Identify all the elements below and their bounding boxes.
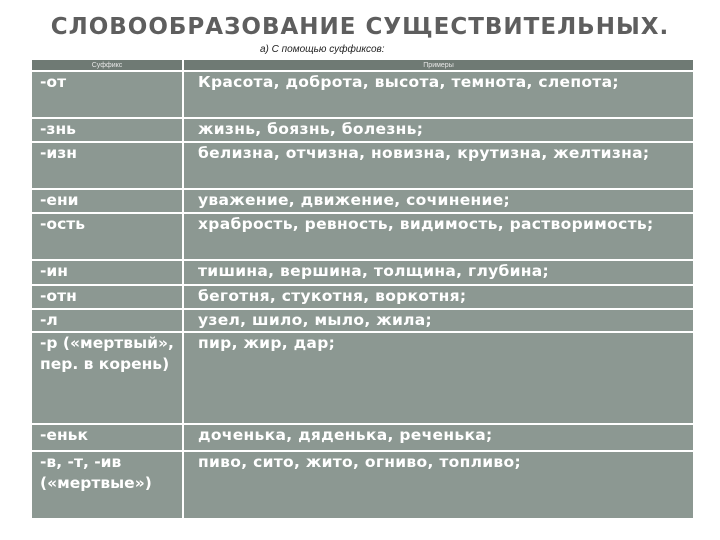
examples-cell bbox=[183, 142, 694, 189]
examples-cell bbox=[183, 332, 694, 424]
page-subtitle: а) С помощью суффиксов: bbox=[260, 44, 385, 55]
suffix-cell: -отн bbox=[31, 285, 183, 309]
table-row bbox=[31, 424, 694, 451]
suffix-cell: -изн bbox=[31, 142, 183, 189]
table-row bbox=[31, 285, 694, 309]
suffix-cell: -р («мертвый», пер. в корень) bbox=[31, 332, 183, 424]
examples-cell bbox=[183, 71, 694, 118]
examples-cell bbox=[183, 260, 694, 285]
suffix-cell: -в, -т, -ив («мертвые») bbox=[31, 451, 183, 519]
examples-text: тишина, вершина, толщина, глубина; bbox=[198, 262, 550, 280]
header-suffix: Суффикс bbox=[31, 59, 183, 71]
table-row bbox=[31, 142, 694, 189]
suffix-cell: -ость bbox=[31, 213, 183, 260]
examples-text: пиво, сито, жито, огниво, топливо; bbox=[198, 453, 521, 471]
header-examples: Примеры bbox=[183, 59, 694, 71]
examples-text: храбрость, ревность, видимость, растворимость; bbox=[198, 215, 654, 233]
suffix-table bbox=[30, 58, 695, 520]
examples-text: уважение, движение, сочинение; bbox=[198, 191, 511, 209]
table-row bbox=[31, 213, 694, 260]
table-row bbox=[31, 118, 694, 142]
examples-text: пир, жир, дар; bbox=[198, 334, 336, 352]
suffix-cell: -еньк bbox=[31, 424, 183, 451]
examples-text: доченька, дяденька, реченька; bbox=[198, 426, 493, 444]
suffix-cell: -от bbox=[31, 71, 183, 118]
table-row bbox=[31, 309, 694, 332]
examples-cell bbox=[183, 189, 694, 213]
table-row bbox=[31, 260, 694, 285]
table-row bbox=[31, 332, 694, 424]
examples-text: узел, шило, мыло, жила; bbox=[198, 311, 433, 329]
table-row bbox=[31, 71, 694, 118]
examples-text: Красота, доброта, высота, темнота, слепота; bbox=[198, 73, 619, 91]
table-header-row bbox=[31, 59, 694, 71]
suffix-cell: -ин bbox=[31, 260, 183, 285]
suffix-cell: -ени bbox=[31, 189, 183, 213]
examples-text: беготня, стукотня, воркотня; bbox=[198, 287, 467, 305]
examples-cell bbox=[183, 424, 694, 451]
suffix-cell: -л bbox=[31, 309, 183, 332]
table-row bbox=[31, 189, 694, 213]
examples-cell bbox=[183, 213, 694, 260]
examples-text: жизнь, боязнь, болезнь; bbox=[198, 120, 424, 138]
page-title: СЛОВООБРАЗОВАНИЕ СУЩЕСТВИТЕЛЬНЫХ. bbox=[50, 14, 670, 40]
examples-cell bbox=[183, 118, 694, 142]
examples-cell bbox=[183, 285, 694, 309]
examples-text: белизна, отчизна, новизна, крутизна, желтизна; bbox=[198, 144, 650, 162]
examples-cell bbox=[183, 309, 694, 332]
examples-cell bbox=[183, 451, 694, 519]
suffix-cell: -знь bbox=[31, 118, 183, 142]
table-row bbox=[31, 451, 694, 519]
